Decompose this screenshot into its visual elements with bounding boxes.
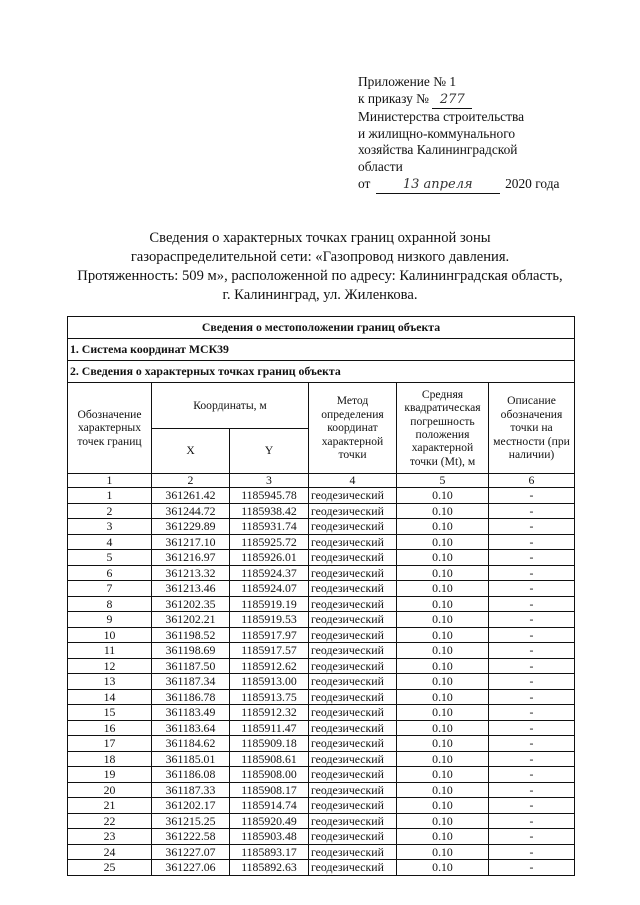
cell-description: - (489, 658, 575, 674)
cell-x: 361227.06 (152, 860, 230, 876)
cell-error: 0.10 (397, 565, 489, 581)
cell-y: 1185917.57 (230, 643, 309, 659)
cell-x: 361202.21 (152, 612, 230, 628)
table-row (68, 705, 575, 721)
column-number: 3 (230, 474, 309, 488)
date-line (358, 176, 598, 195)
cell-description: - (489, 767, 575, 783)
cell-method: геодезический (309, 798, 397, 814)
cell-point-number: 19 (68, 767, 152, 783)
order-line (358, 91, 598, 110)
cell-description: - (489, 860, 575, 876)
column-number: 1 (68, 474, 152, 488)
cell-error: 0.10 (397, 627, 489, 643)
cell-description: - (489, 565, 575, 581)
cell-x: 361261.42 (152, 488, 230, 504)
cell-point-number: 15 (68, 705, 152, 721)
cell-description: - (489, 782, 575, 798)
cell-method: геодезический (309, 813, 397, 829)
cell-y: 1185893.17 (230, 844, 309, 860)
table-title: Сведения о местоположении границ объекта (68, 317, 575, 339)
cell-x: 361202.35 (152, 596, 230, 612)
cell-description: - (489, 643, 575, 659)
cell-method: геодезический (309, 581, 397, 597)
cell-x: 361229.89 (152, 519, 230, 535)
cell-error: 0.10 (397, 643, 489, 659)
table-row (68, 720, 575, 736)
cell-method: геодезический (309, 534, 397, 550)
table-row (68, 813, 575, 829)
cell-point-number: 3 (68, 519, 152, 535)
cell-description: - (489, 720, 575, 736)
table-row (68, 612, 575, 628)
cell-method: геодезический (309, 550, 397, 566)
cell-y: 1185926.01 (230, 550, 309, 566)
cell-point-number: 16 (68, 720, 152, 736)
cell-x: 361184.62 (152, 736, 230, 752)
cell-x: 361217.10 (152, 534, 230, 550)
cell-method: геодезический (309, 596, 397, 612)
cell-y: 1185912.62 (230, 658, 309, 674)
cell-method: геодезический (309, 860, 397, 876)
cell-point-number: 14 (68, 689, 152, 705)
cell-point-number: 11 (68, 643, 152, 659)
cell-y: 1185913.75 (230, 689, 309, 705)
table-row (68, 689, 575, 705)
cell-y: 1185908.17 (230, 782, 309, 798)
cell-x: 361213.46 (152, 581, 230, 597)
cell-y: 1185938.42 (230, 503, 309, 519)
cell-point-number: 5 (68, 550, 152, 566)
cell-x: 361187.50 (152, 658, 230, 674)
order-prefix: к приказу № (358, 90, 429, 106)
cell-error: 0.10 (397, 550, 489, 566)
cell-method: геодезический (309, 503, 397, 519)
cell-point-number: 25 (68, 860, 152, 876)
cell-description: - (489, 503, 575, 519)
table-row (68, 596, 575, 612)
appendix-title: Приложение № 1 (358, 74, 457, 89)
cell-error: 0.10 (397, 782, 489, 798)
cell-description: - (489, 813, 575, 829)
heading-line-2: газораспределительной сети: «Газопровод низкого давления. (130, 249, 510, 265)
cell-method: геодезический (309, 612, 397, 628)
header-error: Средняя квадратическая погрешность положения характерной точки (Mt), м (397, 383, 489, 474)
points-section-row: 2. Сведения о характерных точках границ объекта (68, 361, 575, 383)
table-row (68, 581, 575, 597)
cell-y: 1185912.32 (230, 705, 309, 721)
header-method: Метод определения координат характерной точки (309, 383, 397, 474)
cell-x: 361186.08 (152, 767, 230, 783)
cell-error: 0.10 (397, 612, 489, 628)
cell-method: геодезический (309, 736, 397, 752)
cell-point-number: 1 (68, 488, 152, 504)
heading-line-3: Протяженность: 509 м», расположенной по адресу: Калининградская область, (77, 268, 563, 284)
cell-error: 0.10 (397, 689, 489, 705)
cell-error: 0.10 (397, 581, 489, 597)
cell-x: 361183.64 (152, 720, 230, 736)
table-row (68, 643, 575, 659)
cell-y: 1185919.19 (230, 596, 309, 612)
cell-x: 361185.01 (152, 751, 230, 767)
cell-description: - (489, 627, 575, 643)
column-number: 4 (309, 474, 397, 488)
cell-description: - (489, 612, 575, 628)
ministry-line-1: Министерства строительства (358, 109, 525, 125)
cell-method: геодезический (309, 674, 397, 690)
heading-line-1: Сведения о характерных точках границ охранной зоны (149, 230, 491, 246)
cell-point-number: 21 (68, 798, 152, 814)
cell-description: - (489, 736, 575, 752)
cell-x: 361227.07 (152, 844, 230, 860)
cell-method: геодезический (309, 829, 397, 845)
cell-description: - (489, 751, 575, 767)
table-row (68, 658, 575, 674)
header-point-designation: Обозначение характерных точек границ (68, 383, 152, 474)
cell-method: геодезический (309, 751, 397, 767)
cell-description: - (489, 581, 575, 597)
cell-error: 0.10 (397, 751, 489, 767)
cell-error: 0.10 (397, 720, 489, 736)
cell-x: 361202.17 (152, 798, 230, 814)
cell-error: 0.10 (397, 798, 489, 814)
cell-point-number: 9 (68, 612, 152, 628)
column-number: 5 (397, 474, 489, 488)
cell-x: 361215.25 (152, 813, 230, 829)
cell-point-number: 2 (68, 503, 152, 519)
table-row (68, 860, 575, 876)
table-row (68, 488, 575, 504)
cell-y: 1185908.61 (230, 751, 309, 767)
cell-description: - (489, 705, 575, 721)
cell-description: - (489, 798, 575, 814)
cell-y: 1185892.63 (230, 860, 309, 876)
cell-y: 1185945.78 (230, 488, 309, 504)
cell-y: 1185908.00 (230, 767, 309, 783)
table-row (68, 782, 575, 798)
boundary-points-table (67, 316, 575, 876)
cell-error: 0.10 (397, 674, 489, 690)
cell-point-number: 6 (68, 565, 152, 581)
table-row (68, 751, 575, 767)
cell-point-number: 13 (68, 674, 152, 690)
table-row (68, 565, 575, 581)
table-row (68, 534, 575, 550)
date-prefix: от (358, 175, 371, 191)
ministry-line-4: области (358, 158, 403, 174)
cell-x: 361198.52 (152, 627, 230, 643)
cell-method: геодезический (309, 689, 397, 705)
cell-x: 361198.69 (152, 643, 230, 659)
cell-y: 1185911.47 (230, 720, 309, 736)
cell-y: 1185919.53 (230, 612, 309, 628)
cell-description: - (489, 550, 575, 566)
header-description: Описание обозначения точки на местности (при наличии) (489, 383, 575, 474)
ministry-line-3: хозяйства Калининградской (358, 142, 518, 158)
cell-description: - (489, 488, 575, 504)
heading-line-4: г. Калининград, ул. Жиленкова. (222, 287, 418, 303)
cell-method: геодезический (309, 627, 397, 643)
cell-y: 1185920.49 (230, 813, 309, 829)
column-number: 2 (152, 474, 230, 488)
table-row (68, 519, 575, 535)
date-handwritten: 13 апреля (376, 177, 500, 195)
cell-point-number: 8 (68, 596, 152, 612)
cell-method: геодезический (309, 720, 397, 736)
cell-error: 0.10 (397, 813, 489, 829)
cell-error: 0.10 (397, 829, 489, 845)
cell-y: 1185914.74 (230, 798, 309, 814)
cell-method: геодезический (309, 565, 397, 581)
date-year: 2020 года (505, 175, 560, 191)
cell-y: 1185925.72 (230, 534, 309, 550)
cell-error: 0.10 (397, 503, 489, 519)
cell-method: геодезический (309, 658, 397, 674)
cell-method: геодезический (309, 782, 397, 798)
cell-point-number: 18 (68, 751, 152, 767)
table-row (68, 627, 575, 643)
cell-description: - (489, 829, 575, 845)
cell-x: 361186.78 (152, 689, 230, 705)
cell-y: 1185931.74 (230, 519, 309, 535)
cell-y: 1185924.37 (230, 565, 309, 581)
cell-point-number: 20 (68, 782, 152, 798)
cell-error: 0.10 (397, 596, 489, 612)
coordinate-system-row: 1. Система координат МСК39 (68, 339, 575, 361)
cell-error: 0.10 (397, 736, 489, 752)
ministry-line-2: и жилищно-коммунального (358, 125, 516, 141)
order-number-handwritten: 277 (432, 92, 472, 110)
cell-error: 0.10 (397, 534, 489, 550)
appendix-block (358, 74, 598, 194)
cell-error: 0.10 (397, 705, 489, 721)
cell-error: 0.10 (397, 658, 489, 674)
cell-method: геодезический (309, 844, 397, 860)
cell-y: 1185909.18 (230, 736, 309, 752)
cell-method: геодезический (309, 643, 397, 659)
cell-error: 0.10 (397, 844, 489, 860)
header-y: Y (230, 429, 309, 474)
header-coordinates: Координаты, м (152, 383, 309, 429)
table-row (68, 767, 575, 783)
column-number: 6 (489, 474, 575, 488)
cell-y: 1185924.07 (230, 581, 309, 597)
table-row (68, 844, 575, 860)
cell-x: 361187.33 (152, 782, 230, 798)
table-row (68, 798, 575, 814)
cell-description: - (489, 596, 575, 612)
cell-error: 0.10 (397, 767, 489, 783)
cell-x: 361222.58 (152, 829, 230, 845)
cell-point-number: 4 (68, 534, 152, 550)
cell-error: 0.10 (397, 519, 489, 535)
cell-y: 1185913.00 (230, 674, 309, 690)
cell-point-number: 23 (68, 829, 152, 845)
cell-method: геодезический (309, 488, 397, 504)
column-number-row (68, 474, 575, 488)
table-row (68, 503, 575, 519)
cell-x: 361216.97 (152, 550, 230, 566)
cell-description: - (489, 844, 575, 860)
table-row (68, 550, 575, 566)
cell-description: - (489, 689, 575, 705)
cell-x: 361187.34 (152, 674, 230, 690)
cell-point-number: 24 (68, 844, 152, 860)
table-row (68, 829, 575, 845)
cell-x: 361244.72 (152, 503, 230, 519)
cell-point-number: 12 (68, 658, 152, 674)
cell-y: 1185903.48 (230, 829, 309, 845)
header-x: X (152, 429, 230, 474)
cell-description: - (489, 534, 575, 550)
cell-point-number: 7 (68, 581, 152, 597)
cell-point-number: 22 (68, 813, 152, 829)
document-heading (60, 229, 580, 305)
cell-method: геодезический (309, 705, 397, 721)
cell-x: 361213.32 (152, 565, 230, 581)
cell-description: - (489, 674, 575, 690)
table-row (68, 674, 575, 690)
cell-description: - (489, 519, 575, 535)
cell-error: 0.10 (397, 488, 489, 504)
cell-y: 1185917.97 (230, 627, 309, 643)
cell-error: 0.10 (397, 860, 489, 876)
cell-method: геодезический (309, 767, 397, 783)
cell-x: 361183.49 (152, 705, 230, 721)
cell-point-number: 17 (68, 736, 152, 752)
cell-point-number: 10 (68, 627, 152, 643)
table-row (68, 736, 575, 752)
cell-method: геодезический (309, 519, 397, 535)
